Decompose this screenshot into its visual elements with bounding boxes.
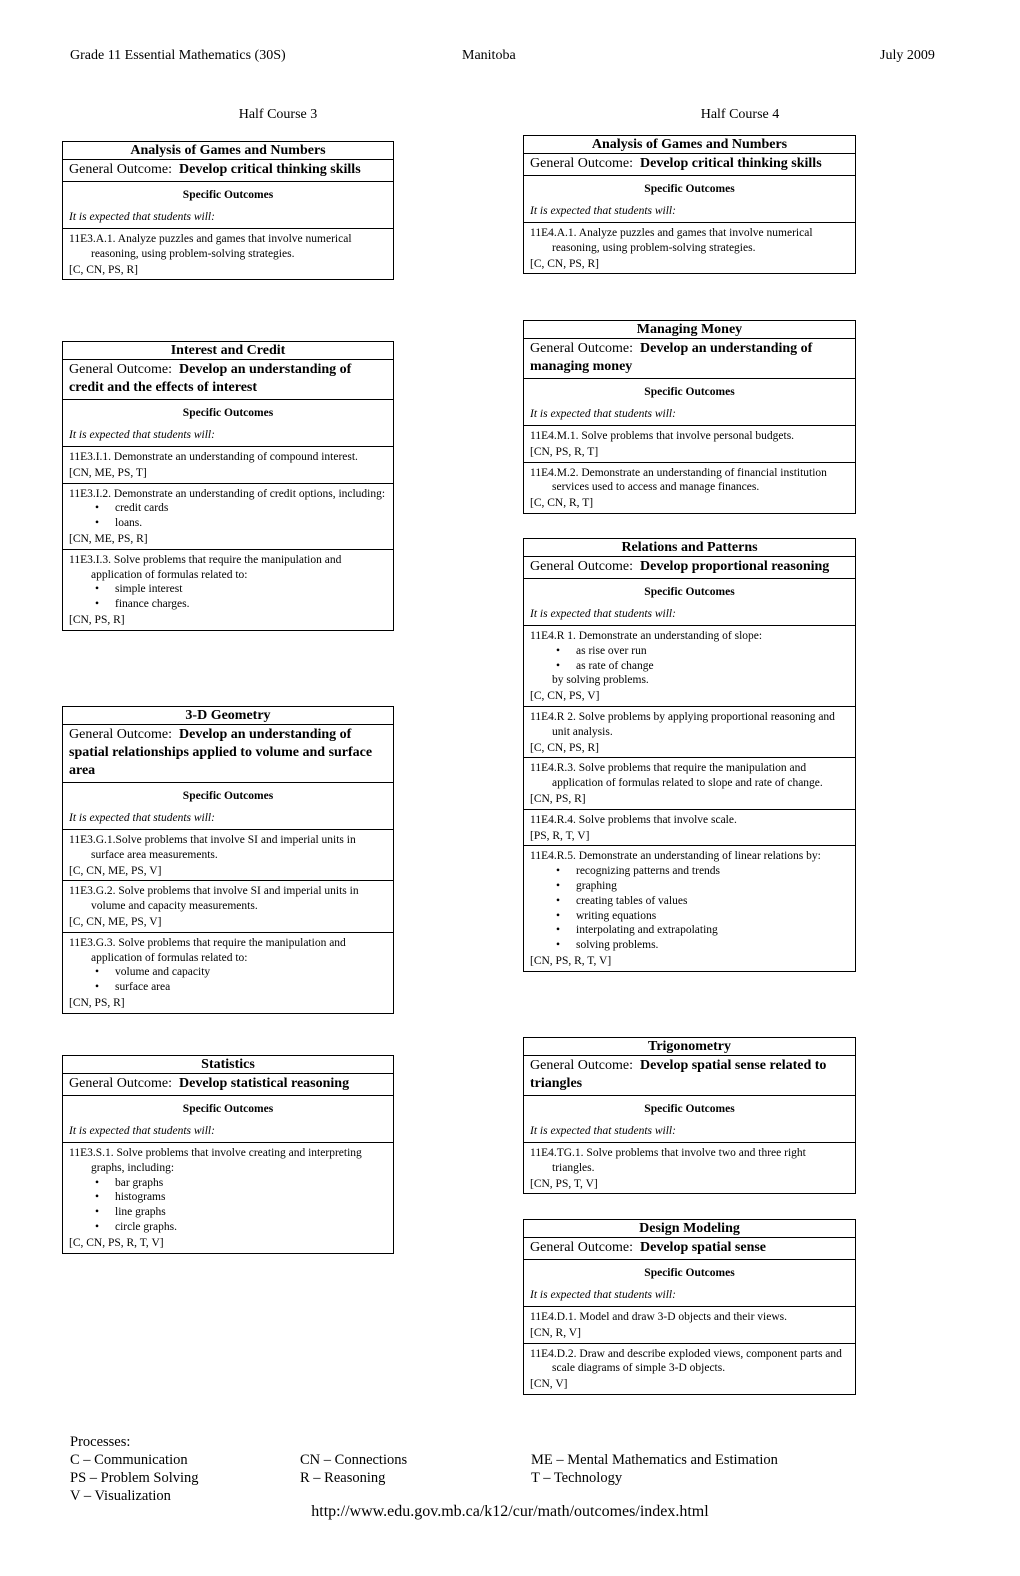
general-outcome-goal: Develop critical thinking skills xyxy=(640,156,822,171)
outcome-item xyxy=(63,447,393,484)
process-c: C – Communication xyxy=(70,1452,188,1468)
outcome-bullet-list xyxy=(69,501,387,531)
outcome-item xyxy=(524,810,855,847)
section-title: Analysis of Games and Numbers xyxy=(524,136,855,154)
outcome-text: 11E4.R.3. Solve problems that require the manipulation and application of formulas related to slope and rate of change. xyxy=(530,762,823,790)
outcome-text: 11E3.A.1. Analyze puzzles and games that involve numerical reasoning, using problem-solving strategies. xyxy=(69,233,352,260)
general-outcome xyxy=(63,725,393,783)
general-outcome-goal: Develop an understanding of managing money xyxy=(530,341,813,374)
outcome-text: 11E4.A.1. Analyze puzzles and games that involve numerical reasoning, using problem-solving strategies. xyxy=(530,227,813,254)
outcome-processes: [C, CN, PS, V] xyxy=(530,690,600,703)
specific-outcomes-label: Specific Outcomes xyxy=(182,1103,274,1115)
specific-outcomes-header xyxy=(524,379,855,426)
outcome-text: 11E4.TG.1. Solve problems that involve two and three right triangles. xyxy=(530,1147,806,1174)
outcome-text: 11E3.I.1. Demonstrate an understanding of compound interest. xyxy=(69,451,358,463)
outcome-bullet-list xyxy=(530,644,849,674)
expected-statement: It is expected that students will: xyxy=(530,408,676,420)
outcome-item xyxy=(63,229,393,279)
outcome-processes: [CN, PS, T, V] xyxy=(530,1177,598,1190)
specific-outcomes-header xyxy=(63,400,393,447)
general-outcome-label: General Outcome: xyxy=(530,559,634,574)
section-title: Analysis of Games and Numbers xyxy=(63,142,393,160)
specific-outcomes-header xyxy=(524,1096,855,1143)
specific-outcomes-header xyxy=(63,1096,393,1143)
outcome-item xyxy=(63,550,393,630)
section-title: Design Modeling xyxy=(524,1220,855,1238)
outcome-text: 11E4.M.1. Solve problems that involve personal budgets. xyxy=(530,430,795,442)
outcome-item xyxy=(63,830,393,881)
outcome-text: 11E3.I.2. Demonstrate an understanding of credit options, including: xyxy=(69,487,386,500)
outcome-bullet: • loans. xyxy=(115,516,387,531)
outcome-item xyxy=(524,758,855,809)
section-title: Managing Money xyxy=(524,321,855,339)
box-left-games xyxy=(62,141,394,280)
header-province: Manitoba xyxy=(462,48,516,63)
process-cn: CN – Connections xyxy=(300,1452,408,1468)
expected-statement: It is expected that students will: xyxy=(69,812,215,824)
header-date: July 2009 xyxy=(880,48,935,63)
outcome-text: 11E4.D.1. Model and draw 3-D objects and their views. xyxy=(530,1311,787,1323)
outcome-bullet: • writing equations xyxy=(576,909,849,924)
box-right-games xyxy=(523,135,856,274)
outcome-bullet: • solving problems. xyxy=(576,938,849,953)
outcome-processes: [CN, ME, PS, T] xyxy=(69,466,147,479)
general-outcome-label: General Outcome: xyxy=(530,341,634,356)
outcome-bullet-list xyxy=(69,1176,387,1235)
left-column-title: Half Course 3 xyxy=(238,107,318,122)
outcome-bullet: • graphing xyxy=(576,879,849,894)
outcome-bullet: • finance charges. xyxy=(115,597,387,612)
outcome-text: 11E3.G.1.Solve problems that involve SI and imperial units in surface area measurements. xyxy=(69,834,356,861)
general-outcome xyxy=(524,1056,855,1096)
right-column-title: Half Course 4 xyxy=(700,107,780,122)
box-left-statistics xyxy=(62,1055,394,1254)
outcome-processes: [CN, R, V] xyxy=(530,1326,581,1339)
general-outcome-label: General Outcome: xyxy=(69,362,173,377)
specific-outcomes-header xyxy=(63,783,393,830)
expected-statement: It is expected that students will: xyxy=(530,608,676,620)
outcome-item xyxy=(63,1143,393,1253)
general-outcome-goal: Develop an understanding of spatial relationships applied to volume and surface area xyxy=(69,727,373,778)
outcome-bullet: • creating tables of values xyxy=(576,894,849,909)
outcome-processes: [C, CN, PS, R] xyxy=(530,257,600,270)
expected-statement: It is expected that students will: xyxy=(69,1125,215,1137)
general-outcome-label: General Outcome: xyxy=(69,162,173,177)
expected-statement: It is expected that students will: xyxy=(69,211,215,223)
outcome-item xyxy=(524,707,855,758)
processes-label: Processes: xyxy=(70,1434,131,1450)
general-outcome-goal: Develop spatial sense related to triangles xyxy=(530,1058,827,1091)
outcome-processes: [CN, PS, R, T, V] xyxy=(530,954,612,967)
general-outcome xyxy=(524,339,855,379)
outcome-bullet-list xyxy=(69,965,387,995)
specific-outcomes-label: Specific Outcomes xyxy=(644,386,735,398)
box-left-geometry xyxy=(62,706,394,1014)
outcome-text: 11E3.S.1. Solve problems that involve creating and interpreting graphs, including: xyxy=(69,1147,362,1174)
process-me: ME – Mental Mathematics and Estimation xyxy=(531,1452,778,1468)
general-outcome xyxy=(524,1238,855,1260)
specific-outcomes-header xyxy=(63,182,393,229)
outcome-bullet: • line graphs xyxy=(115,1205,387,1220)
general-outcome xyxy=(63,160,393,182)
process-t: T – Technology xyxy=(531,1470,623,1486)
outcome-text: 11E4.D.2. Draw and describe exploded views, component parts and scale diagrams of simple 3-D objects. xyxy=(530,1347,842,1375)
outcome-item xyxy=(524,426,855,463)
general-outcome-goal: Develop spatial sense xyxy=(640,1240,767,1255)
outcome-processes: [CN, ME, PS, R] xyxy=(69,532,148,545)
outcome-processes: [C, CN, ME, PS, V] xyxy=(69,864,162,877)
general-outcome xyxy=(63,360,393,400)
outcome-processes: [C, CN, PS, R, T, V] xyxy=(69,1236,164,1249)
outcome-processes: [CN, PS, R] xyxy=(69,996,125,1009)
outcome-item xyxy=(63,484,393,550)
process-r: R – Reasoning xyxy=(300,1470,386,1486)
outcome-processes: [PS, R, T, V] xyxy=(530,829,590,842)
outcome-text: 11E3.G.3. Solve problems that require the manipulation and application of formulas related to: xyxy=(69,936,346,964)
outcome-item xyxy=(524,1344,855,1394)
general-outcome-label: General Outcome: xyxy=(530,156,634,171)
outcome-processes: [C, CN, ME, PS, V] xyxy=(69,915,162,928)
outcome-extra: by solving problems. xyxy=(552,674,649,687)
outcome-bullet-list xyxy=(530,864,849,953)
outcome-bullet: • surface area xyxy=(115,980,387,995)
expected-statement: It is expected that students will: xyxy=(69,429,215,441)
outcome-bullet: • histograms xyxy=(115,1190,387,1205)
outcome-processes: [C, CN, PS, R] xyxy=(530,741,600,754)
outcome-item xyxy=(63,881,393,932)
specific-outcomes-label: Specific Outcomes xyxy=(182,790,274,802)
outcome-item xyxy=(63,933,393,1013)
specific-outcomes-label: Specific Outcomes xyxy=(644,183,735,195)
box-right-trig xyxy=(523,1037,856,1194)
specific-outcomes-label: Specific Outcomes xyxy=(644,1103,735,1115)
outcome-item xyxy=(524,223,855,273)
outcome-text: 11E4.R 1. Demonstrate an understanding of slope: xyxy=(530,630,763,642)
specific-outcomes-header xyxy=(524,176,855,223)
outcome-item xyxy=(524,1143,855,1193)
outcome-processes: [CN, V] xyxy=(530,1378,568,1391)
specific-outcomes-label: Specific Outcomes xyxy=(644,1267,735,1279)
specific-outcomes-label: Specific Outcomes xyxy=(182,189,274,201)
expected-statement: It is expected that students will: xyxy=(530,1125,676,1137)
outcome-processes: [C, CN, PS, R] xyxy=(69,263,139,276)
box-right-money xyxy=(523,320,856,514)
outcome-bullet-list xyxy=(69,582,387,612)
box-left-interest xyxy=(62,341,394,631)
outcome-bullet: • credit cards xyxy=(115,501,387,516)
outcome-processes: [CN, PS, R] xyxy=(530,792,586,805)
outcome-bullet: • as rate of change xyxy=(576,659,849,674)
outcome-item xyxy=(524,463,855,513)
section-title: Relations and Patterns xyxy=(524,539,855,557)
outcome-bullet: • interpolating and extrapolating xyxy=(576,923,849,938)
general-outcome xyxy=(524,557,855,579)
outcome-bullet: • as rise over run xyxy=(576,644,849,659)
outcome-text: 11E3.I.3. Solve problems that require the manipulation and application of formulas related to: xyxy=(69,553,342,581)
outcome-text: 11E4.R 2. Solve problems by applying proportional reasoning and unit analysis. xyxy=(530,710,835,738)
process-v: V – Visualization xyxy=(70,1488,171,1504)
outcome-item xyxy=(524,626,855,707)
outcome-item xyxy=(524,846,855,970)
general-outcome xyxy=(524,154,855,176)
general-outcome-label: General Outcome: xyxy=(530,1058,634,1073)
box-right-relations xyxy=(523,538,856,972)
outcome-bullet: • recognizing patterns and trends xyxy=(576,864,849,879)
general-outcome-label: General Outcome: xyxy=(69,727,173,742)
specific-outcomes-header xyxy=(524,579,855,626)
outcome-bullet: • bar graphs xyxy=(115,1176,387,1191)
expected-statement: It is expected that students will: xyxy=(530,205,676,217)
expected-statement: It is expected that students will: xyxy=(530,1289,676,1301)
source-url[interactable]: http://www.edu.gov.mb.ca/k12/cur/math/outcomes/index.html xyxy=(311,1503,709,1520)
general-outcome-goal: Develop statistical reasoning xyxy=(179,1076,350,1091)
outcome-text: 11E4.R.5. Demonstrate an understanding of linear relations by: xyxy=(530,850,821,863)
outcome-bullet: • volume and capacity xyxy=(115,965,387,980)
outcome-bullet: • circle graphs. xyxy=(115,1220,387,1235)
general-outcome-goal: Develop proportional reasoning xyxy=(640,559,830,574)
header-course: Grade 11 Essential Mathematics (30S) xyxy=(70,48,286,63)
specific-outcomes-header xyxy=(524,1260,855,1307)
section-title: Interest and Credit xyxy=(63,342,393,360)
process-ps: PS – Problem Solving xyxy=(70,1470,199,1486)
specific-outcomes-label: Specific Outcomes xyxy=(644,586,735,598)
outcome-text: 11E4.M.2. Demonstrate an understanding of financial institution services used to access and manage finances. xyxy=(530,466,827,494)
general-outcome-label: General Outcome: xyxy=(530,1240,634,1255)
section-title: Trigonometry xyxy=(524,1038,855,1056)
outcome-processes: [CN, PS, R] xyxy=(69,613,125,626)
general-outcome xyxy=(63,1074,393,1096)
box-right-design xyxy=(523,1219,856,1395)
general-outcome-label: General Outcome: xyxy=(69,1076,173,1091)
general-outcome-goal: Develop critical thinking skills xyxy=(179,162,361,177)
outcome-text: 11E4.R.4. Solve problems that involve scale. xyxy=(530,813,737,826)
outcome-processes: [C, CN, R, T] xyxy=(530,497,594,510)
outcome-bullet: • simple interest xyxy=(115,582,387,597)
section-title: Statistics xyxy=(63,1056,393,1074)
outcome-text: 11E3.G.2. Solve problems that involve SI and imperial units in volume and capacity measurements. xyxy=(69,885,359,913)
outcome-processes: [CN, PS, R, T] xyxy=(530,445,599,458)
general-outcome-goal: Develop an understanding of credit and the effects of interest xyxy=(69,362,352,395)
section-title: 3-D Geometry xyxy=(63,707,393,725)
specific-outcomes-label: Specific Outcomes xyxy=(182,407,274,419)
outcome-item xyxy=(524,1307,855,1344)
